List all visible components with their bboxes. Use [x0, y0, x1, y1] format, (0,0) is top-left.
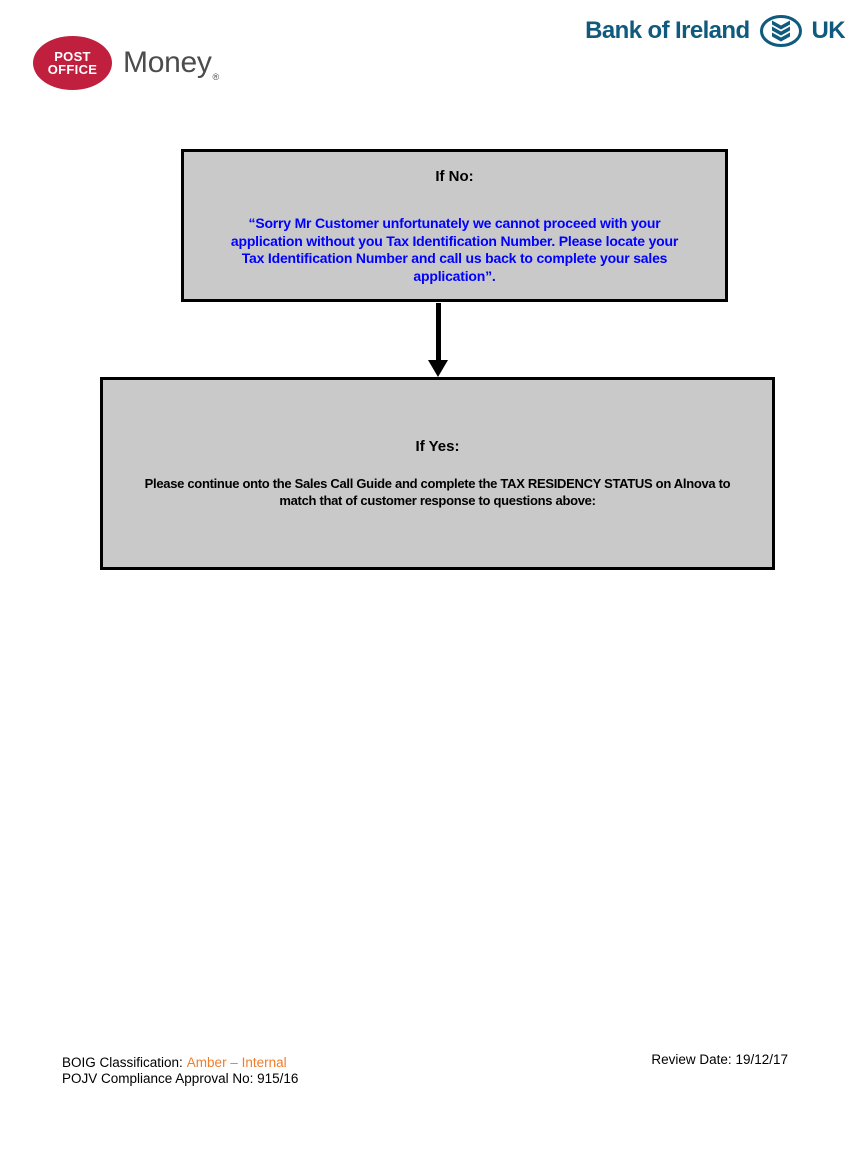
- if-yes-instruction-text: [103, 475, 772, 509]
- review-date: Review Date: 19/12/17: [651, 1052, 788, 1067]
- arrow-shaft: [436, 303, 441, 361]
- bank-of-ireland-uk-logo: [585, 14, 845, 48]
- classification-line: [62, 1055, 298, 1071]
- bank-of-ireland-uk-text: UK: [811, 17, 845, 44]
- post-office-money-logo: [33, 36, 218, 90]
- compliance-approval-line: POJV Compliance Approval No: 915/16: [62, 1071, 299, 1086]
- if-yes-box: [100, 377, 775, 570]
- if-no-script-line: Tax Identification Number and call us back to complete your sales: [241, 250, 668, 266]
- classification-value: Amber – Internal: [186, 1055, 287, 1070]
- if-no-box: [181, 149, 728, 302]
- post-office-oval-line1: POST: [54, 49, 91, 64]
- bank-of-ireland-emblem-icon: [759, 14, 803, 48]
- if-yes-instruction-line: Please continue onto the Sales Call Guide and complete the TAX RESIDENCY STATUS on Alnova to: [144, 476, 731, 491]
- money-wordmark: Money$_®$: [123, 46, 219, 82]
- registered-trademark-symbol: ®: [212, 72, 219, 82]
- flow-connector-down-arrow: [428, 303, 449, 377]
- if-no-script-line: application without you Tax Identification Number. Please locate your: [230, 232, 679, 249]
- if-no-script-line: “Sorry Mr Customer unfortunately we cannot proceed with your: [248, 215, 661, 231]
- if-yes-instruction-line: match that of customer response to questions above:: [279, 493, 596, 508]
- if-no-heading: If No:: [435, 168, 474, 185]
- arrow-head-icon: [428, 360, 448, 377]
- bank-of-ireland-wordmark: Bank of Ireland: [585, 17, 750, 44]
- if-yes-heading: If Yes:: [415, 438, 460, 455]
- post-office-oval-line2: OFFICE: [47, 62, 98, 77]
- post-office-oval-icon: [33, 36, 112, 90]
- if-no-script-line: application”.: [413, 267, 496, 284]
- footer-classification-block: [62, 1055, 298, 1087]
- classification-label: BOIG Classification:: [62, 1055, 183, 1070]
- if-no-script-text: [184, 215, 725, 285]
